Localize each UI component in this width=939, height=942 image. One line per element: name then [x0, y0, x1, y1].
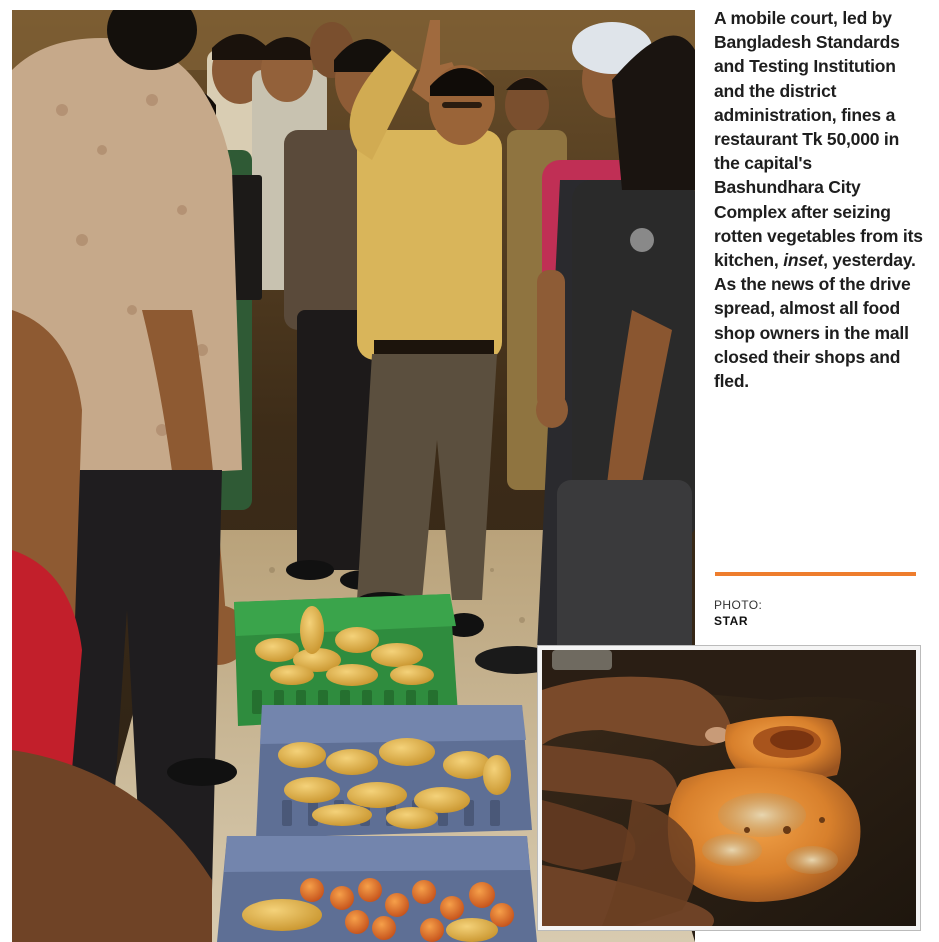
photo-credit-name: STAR	[714, 614, 749, 628]
accent-rule	[715, 572, 916, 576]
caption-text-end: , yesterday. As the news of the drive spread, almost all food shop owners in the mall closed their shops and fled.	[714, 250, 916, 392]
photo-credit-label: PHOTO:	[714, 598, 763, 612]
inset-photo	[538, 646, 920, 930]
caption-inset-word: inset	[783, 250, 824, 271]
caption-text: A mobile court, led by Bangladesh Standards and Testing Institution and the district administration, fines a restaurant Tk 50,000 in the capital's Bashundhara City Complex after seizing rotten vegetables from its kitchen,	[714, 8, 923, 271]
photo-caption	[714, 6, 926, 393]
